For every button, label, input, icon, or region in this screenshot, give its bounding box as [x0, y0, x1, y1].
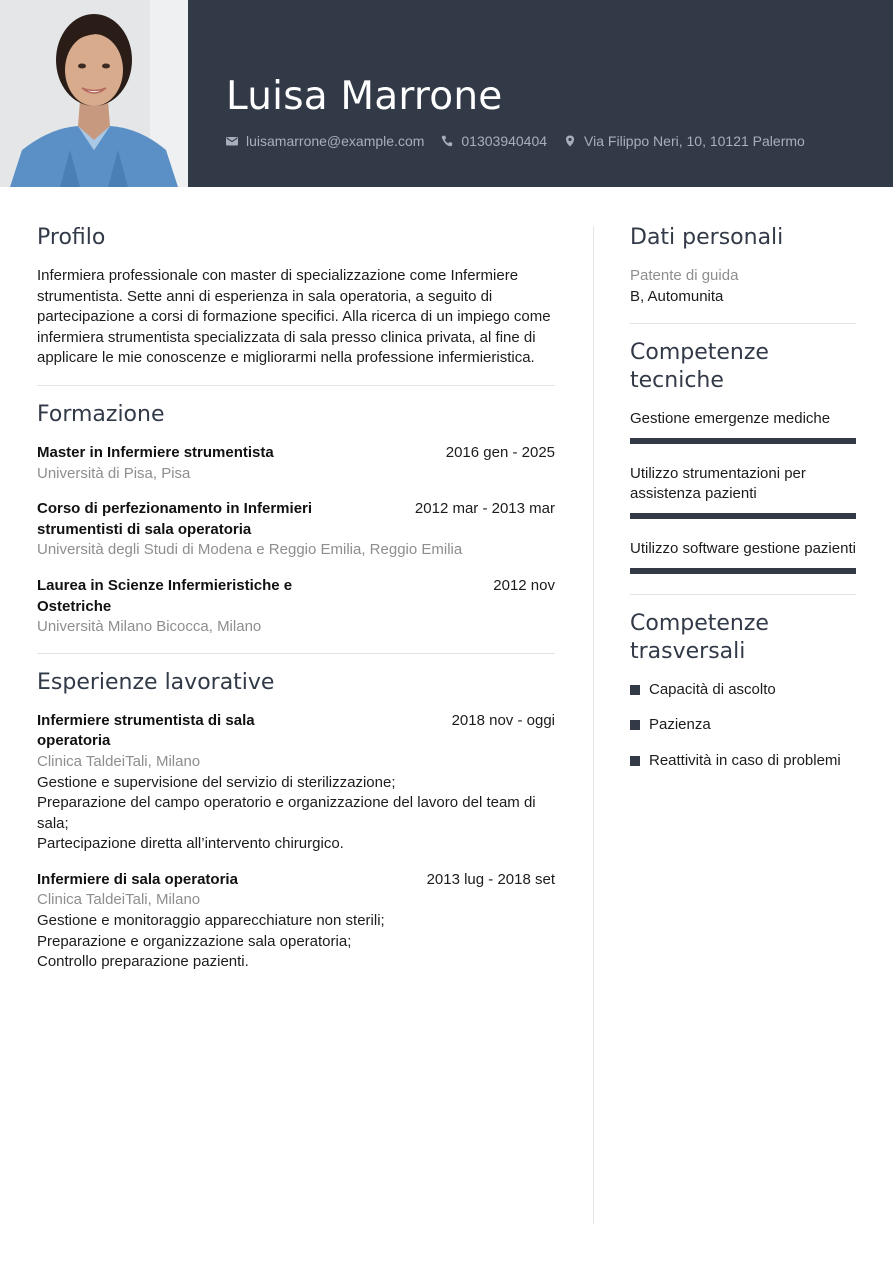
tech-skills-list [630, 409, 856, 573]
phone-icon [441, 135, 453, 147]
experience-entry [37, 711, 555, 855]
header-banner [0, 0, 893, 187]
skill-name: Gestione emergenze mediche [630, 410, 831, 428]
education-section [37, 401, 555, 638]
entry-title: Infermiere strumentista di sala operatoria [37, 711, 255, 750]
profile-photo [0, 0, 188, 187]
candidate-name: Luisa Marrone [226, 74, 503, 119]
entry-header [37, 443, 555, 464]
skill-level-fill [630, 438, 856, 444]
bullet-square-icon [630, 756, 640, 766]
contact-row [226, 131, 822, 151]
skill-level-fill [630, 568, 856, 574]
entry-title: Master in Infermiere strumentista [37, 443, 274, 461]
personal-section [630, 224, 856, 307]
education-list [37, 443, 555, 638]
column-divider [593, 226, 594, 1224]
side-column [630, 224, 856, 786]
tech-skills-section [630, 339, 856, 573]
soft-skill-label: Capacità di ascolto [649, 680, 776, 698]
entry-employer: Clinica TaldeiTali, Milano [37, 891, 201, 909]
experience-list [37, 711, 555, 973]
education-entry [37, 443, 555, 484]
address-text: Via Filippo Neri, 10, 10121 Palermo [584, 133, 805, 149]
location-pin-icon [564, 135, 576, 147]
entry-date: 2012 mar - 2013 mar [414, 500, 555, 518]
entry-date: 2016 gen - 2025 [445, 443, 555, 461]
soft-skill-label: Pazienza [649, 716, 711, 734]
soft-skills-section [630, 610, 856, 772]
education-entry [37, 499, 555, 561]
soft-skill-item [630, 715, 856, 736]
entry-date: 2013 lug - 2018 set [426, 870, 555, 888]
skill-level-bar [630, 513, 856, 519]
entry-header [37, 711, 555, 752]
contact-email[interactable] [226, 133, 424, 149]
entry-title: Infermiere di sala operatoria [37, 870, 238, 888]
experience-entry [37, 870, 555, 973]
profile-section [37, 224, 555, 369]
entry-description-line: Preparazione del campo operatorio e organizzazione del lavoro del team di sala; [37, 794, 536, 832]
entry-employer: Clinica TaldeiTali, Milano [37, 752, 201, 770]
contact-phone[interactable] [441, 133, 547, 149]
bullet-square-icon [630, 685, 640, 695]
soft-skill-item [630, 680, 856, 701]
skill-level-bar [630, 438, 856, 444]
entry-description-line: Gestione e supervisione del servizio di sterilizzazione; [37, 773, 396, 791]
contact-address[interactable] [564, 133, 805, 149]
skill-item [630, 464, 856, 519]
entry-date: 2018 nov - oggi [451, 711, 555, 729]
entry-title: Corso di perfezionamento in Infermieri strumentisti di sala operatoria [37, 500, 313, 538]
soft-skill-item [630, 751, 856, 772]
entry-description-line: Preparazione e organizzazione sala operatoria; [37, 932, 352, 950]
entry-date: 2012 nov [493, 576, 555, 594]
entry-institution: Università degli Studi di Modena e Reggio Emilia, Reggio Emilia [37, 541, 463, 559]
soft-skills-list [630, 680, 856, 772]
section-divider [630, 323, 856, 324]
profile-text: Infermiera professionale con master di specializzazione come Infermiere strumentista. Sette anni di esperienza in sala operatoria, a seguito di partecipazione a corsi di formazione specifici. Alla ricerca di un impiego come infermiera strumentista specializzata di sala presso clinica privata, al fine di applicare le mie conoscenze e migliorarmi nella professione infermieristica. [37, 267, 551, 367]
skill-item [630, 409, 856, 444]
section-divider [37, 653, 555, 654]
skill-item [630, 539, 856, 574]
profile-title: Profilo [37, 225, 106, 250]
license-value: B, Automunita [630, 287, 724, 305]
license-label: Patente di guida [630, 267, 739, 284]
entry-institution: Università di Pisa, Pisa [37, 464, 191, 482]
email-text: luisamarrone@example.com [246, 133, 425, 149]
education-title: Formazione [37, 401, 165, 427]
experience-title: Esperienze lavorative [37, 669, 275, 695]
skill-level-fill [630, 513, 856, 519]
experience-section [37, 669, 555, 973]
education-entry [37, 576, 555, 638]
entry-header [37, 576, 555, 617]
entry-header [37, 870, 555, 891]
main-column [37, 224, 555, 988]
section-divider [37, 385, 555, 386]
entry-description-line: Controllo preparazione pazienti. [37, 953, 249, 971]
tech-skills-title: Competenze tecniche [630, 340, 769, 394]
skill-level-bar [630, 568, 856, 574]
entry-description-line: Gestione e monitoraggio apparecchiature non sterili; [37, 912, 385, 930]
entry-institution: Università Milano Bicocca, Milano [37, 618, 262, 636]
bullet-square-icon [630, 720, 640, 730]
section-divider [630, 594, 856, 595]
phone-text: 01303940404 [461, 133, 548, 149]
skill-name: Utilizzo strumentazioni per assistenza pazienti [630, 464, 806, 503]
entry-title: Laurea in Scienze Infermieristiche e Ostetriche [37, 576, 293, 615]
soft-skill-label: Reattività in caso di problemi [649, 751, 841, 769]
soft-skills-title: Competenze trasversali [630, 610, 769, 664]
entry-description-line: Partecipazione diretta all’intervento chirurgico. [37, 835, 344, 853]
mail-icon [226, 135, 238, 147]
entry-header [37, 499, 555, 540]
personal-title: Dati personali [630, 225, 784, 250]
skill-name: Utilizzo software gestione pazienti [630, 539, 856, 557]
